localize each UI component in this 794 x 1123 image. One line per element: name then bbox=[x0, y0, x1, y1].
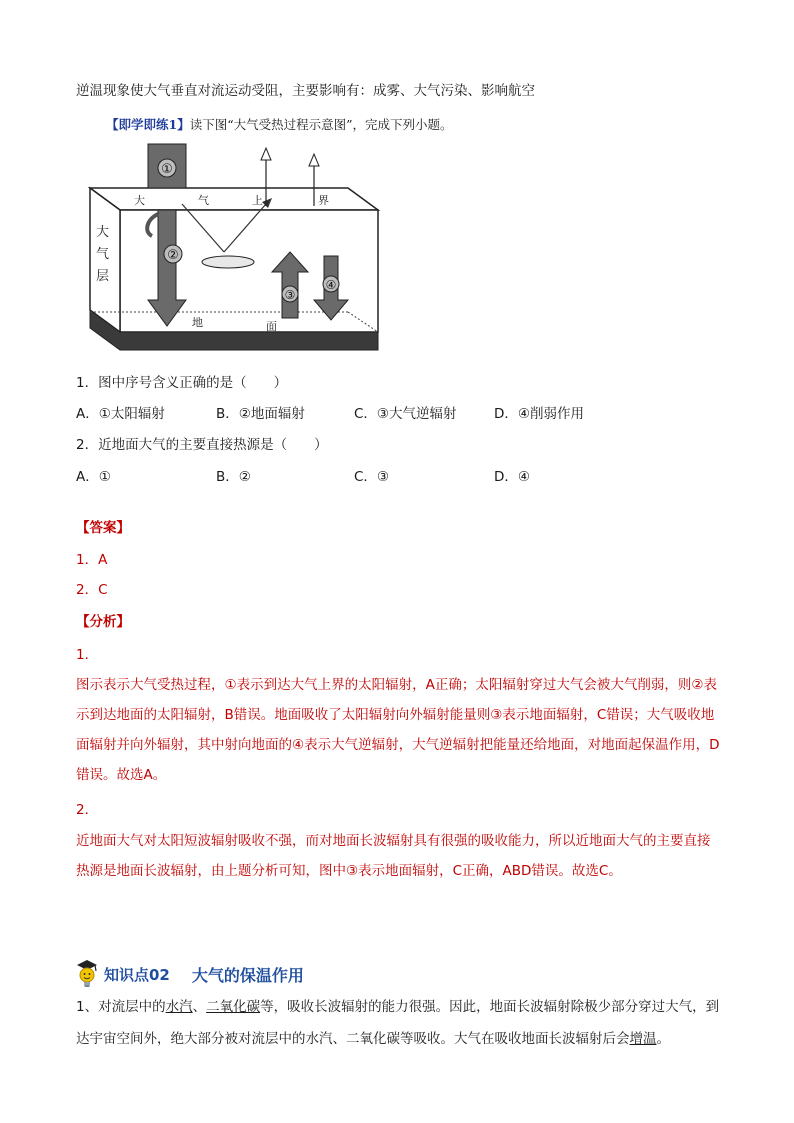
label-4: ④ bbox=[325, 278, 337, 292]
answer-item-2: 2．C bbox=[76, 582, 108, 598]
analysis-num-2: 2． bbox=[76, 802, 99, 818]
question-1-option-b: B．②地面辐射 bbox=[216, 406, 305, 422]
question-2-stem: 2．近地面大气的主要直接热源是（ ） bbox=[76, 437, 328, 453]
label-3: ③ bbox=[284, 288, 296, 302]
top-char-3: 界 bbox=[318, 194, 329, 207]
question-1-stem: 1．图中序号含义正确的是（ ） bbox=[76, 375, 288, 391]
question-2-option-b: B．② bbox=[216, 469, 251, 485]
question-2-option-a: A．① bbox=[76, 469, 111, 485]
practice-prompt: 读下图“大气受热过程示意图”，完成下列小题。 bbox=[189, 117, 453, 132]
kp-warming: 增温 bbox=[629, 1031, 657, 1047]
analysis-num-1: 1． bbox=[76, 647, 99, 663]
side-char-1: 气 bbox=[96, 247, 110, 262]
knowledge-number: 知识点02 bbox=[104, 965, 170, 984]
practice-tag: 【即学即练1】 bbox=[106, 117, 190, 132]
ground-char-0: 地 bbox=[192, 316, 203, 329]
cloud bbox=[202, 256, 254, 268]
question-2-option-c: C．③ bbox=[354, 469, 390, 485]
knowledge-heading bbox=[74, 958, 304, 990]
kp-mid: 等，吸收长波辐射的能力很强。因此，地面长波辐射除极少部分穿过大气，到达宇宙空间外，绝大部分被对流层中的水汽、二氧化碳等吸收。大气在吸收地面长波辐射后会 bbox=[76, 999, 720, 1047]
kp-water-vapor: 水汽 bbox=[165, 999, 193, 1015]
top-char-0: 大 bbox=[134, 194, 145, 207]
side-char-0: 大 bbox=[96, 225, 110, 240]
analysis-paragraph-2: 近地面大气对太阳短波辐射吸收不强，而对地面长波辐射具有很强的吸收能力，所以近地面大气的主要直接热源是地面长波辐射，由上题分析可知，图中③表示地面辐射，C正确，ABD错误。故选C。 bbox=[76, 833, 711, 879]
graduate-bulb-icon bbox=[74, 958, 100, 990]
question-1-option-c: C．③大气逆辐射 bbox=[354, 406, 457, 422]
question-1-option-d: D．④削弱作用 bbox=[494, 406, 584, 422]
kp-co2: 二氧化碳 bbox=[206, 999, 261, 1015]
label-2: ② bbox=[167, 248, 179, 263]
top-char-1: 气 bbox=[198, 194, 209, 207]
question-2-option-d: D．④ bbox=[494, 469, 530, 485]
knowledge-paragraph bbox=[76, 991, 722, 1055]
label-1: ① bbox=[161, 162, 173, 177]
side-char-2: 层 bbox=[96, 269, 110, 284]
kp-pre: 1、对流层中的 bbox=[76, 999, 166, 1015]
answer-heading: 【答案】 bbox=[76, 520, 130, 536]
analysis-heading: 【分析】 bbox=[76, 614, 130, 630]
top-char-2: 上 bbox=[252, 194, 263, 207]
kp-sep: 、 bbox=[192, 999, 207, 1015]
atmosphere-heating-diagram bbox=[86, 140, 382, 356]
knowledge-title: 大气的保温作用 bbox=[191, 965, 304, 985]
ground-char-1: 面 bbox=[266, 320, 277, 333]
intro-line: 逆温现象使大气垂直对流运动受阻，主要影响有：成雾、大气污染、影响航空 bbox=[76, 83, 535, 99]
practice-prompt-line bbox=[106, 115, 453, 135]
answer-item-1: 1．A bbox=[76, 552, 108, 568]
kp-end: 。 bbox=[656, 1031, 670, 1047]
analysis-paragraph-1: 图示表示大气受热过程，①表示到达大气上界的太阳辐射，A正确；太阳辐射穿过大气会被大气削弱，则②表示到达地面的太阳辐射，B错误。地面吸收了太阳辐射向外辐射能量则③表示地面辐射，C错误；大气吸收地面辐射并向外辐射，其中射向地面的④表示大气逆辐射，大气逆辐射把能量还给地面，对地面起保温作用，D错误。故选A。 bbox=[76, 677, 720, 783]
question-1-option-a: A．①太阳辐射 bbox=[76, 406, 165, 422]
